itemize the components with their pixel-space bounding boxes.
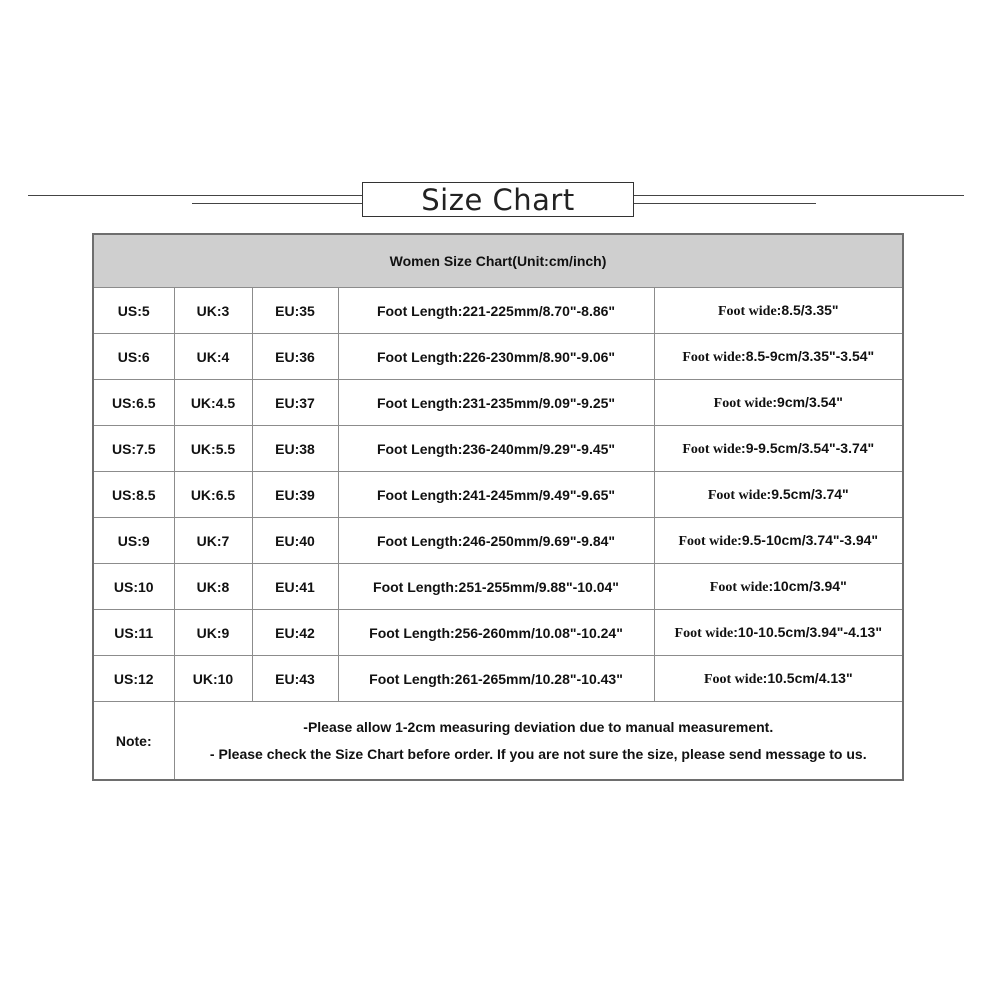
us-size-cell: US:6 [93, 334, 174, 380]
uk-size-cell: UK:4.5 [174, 380, 252, 426]
foot-wide-value: :9-9.5cm/3.54"-3.74" [741, 439, 875, 456]
note-line1: -Please allow 1-2cm measuring deviation due to manual measurement. [303, 718, 774, 735]
note-lines [175, 714, 903, 768]
note-line2: - Please check the Size Chart before order. If you are not sure the size, please send message to us. [209, 745, 867, 762]
eu-size-cell: EU:39 [252, 472, 338, 518]
note-label: Note: [93, 702, 174, 781]
foot-wide-cell [654, 380, 903, 426]
uk-size-cell: UK:4 [174, 334, 252, 380]
foot-wide-value: :8.5/3.35" [776, 301, 839, 318]
uk-size-cell: UK:6.5 [174, 472, 252, 518]
foot-length-cell: Foot Length:221-225mm/8.70"-8.86" [338, 288, 654, 334]
us-size-cell: US:8.5 [93, 472, 174, 518]
uk-size-cell: UK:8 [174, 564, 252, 610]
foot-length-cell: Foot Length:241-245mm/9.49"-9.65" [338, 472, 654, 518]
table-header: Women Size Chart(Unit:cm/inch) [93, 234, 903, 288]
foot-wide-cell [654, 288, 903, 334]
foot-wide-label: Foot wide [717, 303, 777, 319]
foot-wide-cell [654, 518, 903, 564]
table-row [93, 288, 903, 334]
size-chart-title-box [362, 182, 634, 217]
table-row [93, 656, 903, 702]
us-size-cell: US:6.5 [93, 380, 174, 426]
eu-size-cell: EU:36 [252, 334, 338, 380]
foot-wide-cell [654, 426, 903, 472]
foot-wide-value: :8.5-9cm/3.35"-3.54" [741, 347, 875, 364]
foot-wide-label: Foot wide [703, 671, 763, 687]
foot-wide-value: :9.5-10cm/3.74"-3.94" [737, 531, 879, 548]
foot-wide-cell [654, 610, 903, 656]
eu-size-cell: EU:42 [252, 610, 338, 656]
foot-wide-label: Foot wide [713, 395, 773, 411]
title-line-right-inner [634, 203, 816, 204]
title-line-left-outer [28, 195, 362, 196]
foot-wide-value: :9.5cm/3.74" [766, 485, 849, 502]
size-table [92, 233, 904, 781]
foot-length-cell: Foot Length:251-255mm/9.88"-10.04" [338, 564, 654, 610]
foot-length-cell: Foot Length:246-250mm/9.69"-9.84" [338, 518, 654, 564]
note-text-cell [174, 702, 903, 781]
table-row [93, 380, 903, 426]
foot-wide-value: :10-10.5cm/3.94"-4.13" [733, 623, 882, 640]
foot-wide-label: Foot wide [682, 349, 742, 365]
eu-size-cell: EU:40 [252, 518, 338, 564]
foot-wide-label: Foot wide [709, 579, 769, 595]
page-title: Size Chart [421, 182, 575, 217]
foot-wide-value: :10cm/3.94" [768, 577, 847, 594]
note-row [93, 702, 903, 781]
foot-wide-label: Foot wide [678, 533, 738, 549]
eu-size-cell: EU:41 [252, 564, 338, 610]
table-row [93, 426, 903, 472]
foot-length-cell: Foot Length:226-230mm/8.90"-9.06" [338, 334, 654, 380]
us-size-cell: US:5 [93, 288, 174, 334]
uk-size-cell: UK:3 [174, 288, 252, 334]
uk-size-cell: UK:9 [174, 610, 252, 656]
us-size-cell: US:12 [93, 656, 174, 702]
table-row [93, 610, 903, 656]
eu-size-cell: EU:37 [252, 380, 338, 426]
foot-length-cell: Foot Length:236-240mm/9.29"-9.45" [338, 426, 654, 472]
title-line-left-inner [192, 203, 362, 204]
uk-size-cell: UK:7 [174, 518, 252, 564]
foot-length-cell: Foot Length:261-265mm/10.28"-10.43" [338, 656, 654, 702]
table-row [93, 518, 903, 564]
foot-length-cell: Foot Length:256-260mm/10.08"-10.24" [338, 610, 654, 656]
table-row [93, 334, 903, 380]
foot-wide-cell [654, 656, 903, 702]
table-row [93, 564, 903, 610]
foot-wide-label: Foot wide [682, 441, 742, 457]
us-size-cell: US:11 [93, 610, 174, 656]
eu-size-cell: EU:43 [252, 656, 338, 702]
eu-size-cell: EU:35 [252, 288, 338, 334]
table-row [93, 472, 903, 518]
foot-wide-cell [654, 334, 903, 380]
us-size-cell: US:10 [93, 564, 174, 610]
us-size-cell: US:9 [93, 518, 174, 564]
foot-wide-cell [654, 564, 903, 610]
foot-wide-value: :10.5cm/4.13" [762, 669, 853, 686]
uk-size-cell: UK:10 [174, 656, 252, 702]
foot-wide-label: Foot wide [707, 487, 767, 503]
foot-wide-cell [654, 472, 903, 518]
eu-size-cell: EU:38 [252, 426, 338, 472]
title-line-right-outer [634, 195, 964, 196]
us-size-cell: US:7.5 [93, 426, 174, 472]
uk-size-cell: UK:5.5 [174, 426, 252, 472]
foot-length-cell: Foot Length:231-235mm/9.09"-9.25" [338, 380, 654, 426]
foot-wide-value: :9cm/3.54" [772, 393, 843, 410]
foot-wide-label: Foot wide [674, 625, 734, 641]
